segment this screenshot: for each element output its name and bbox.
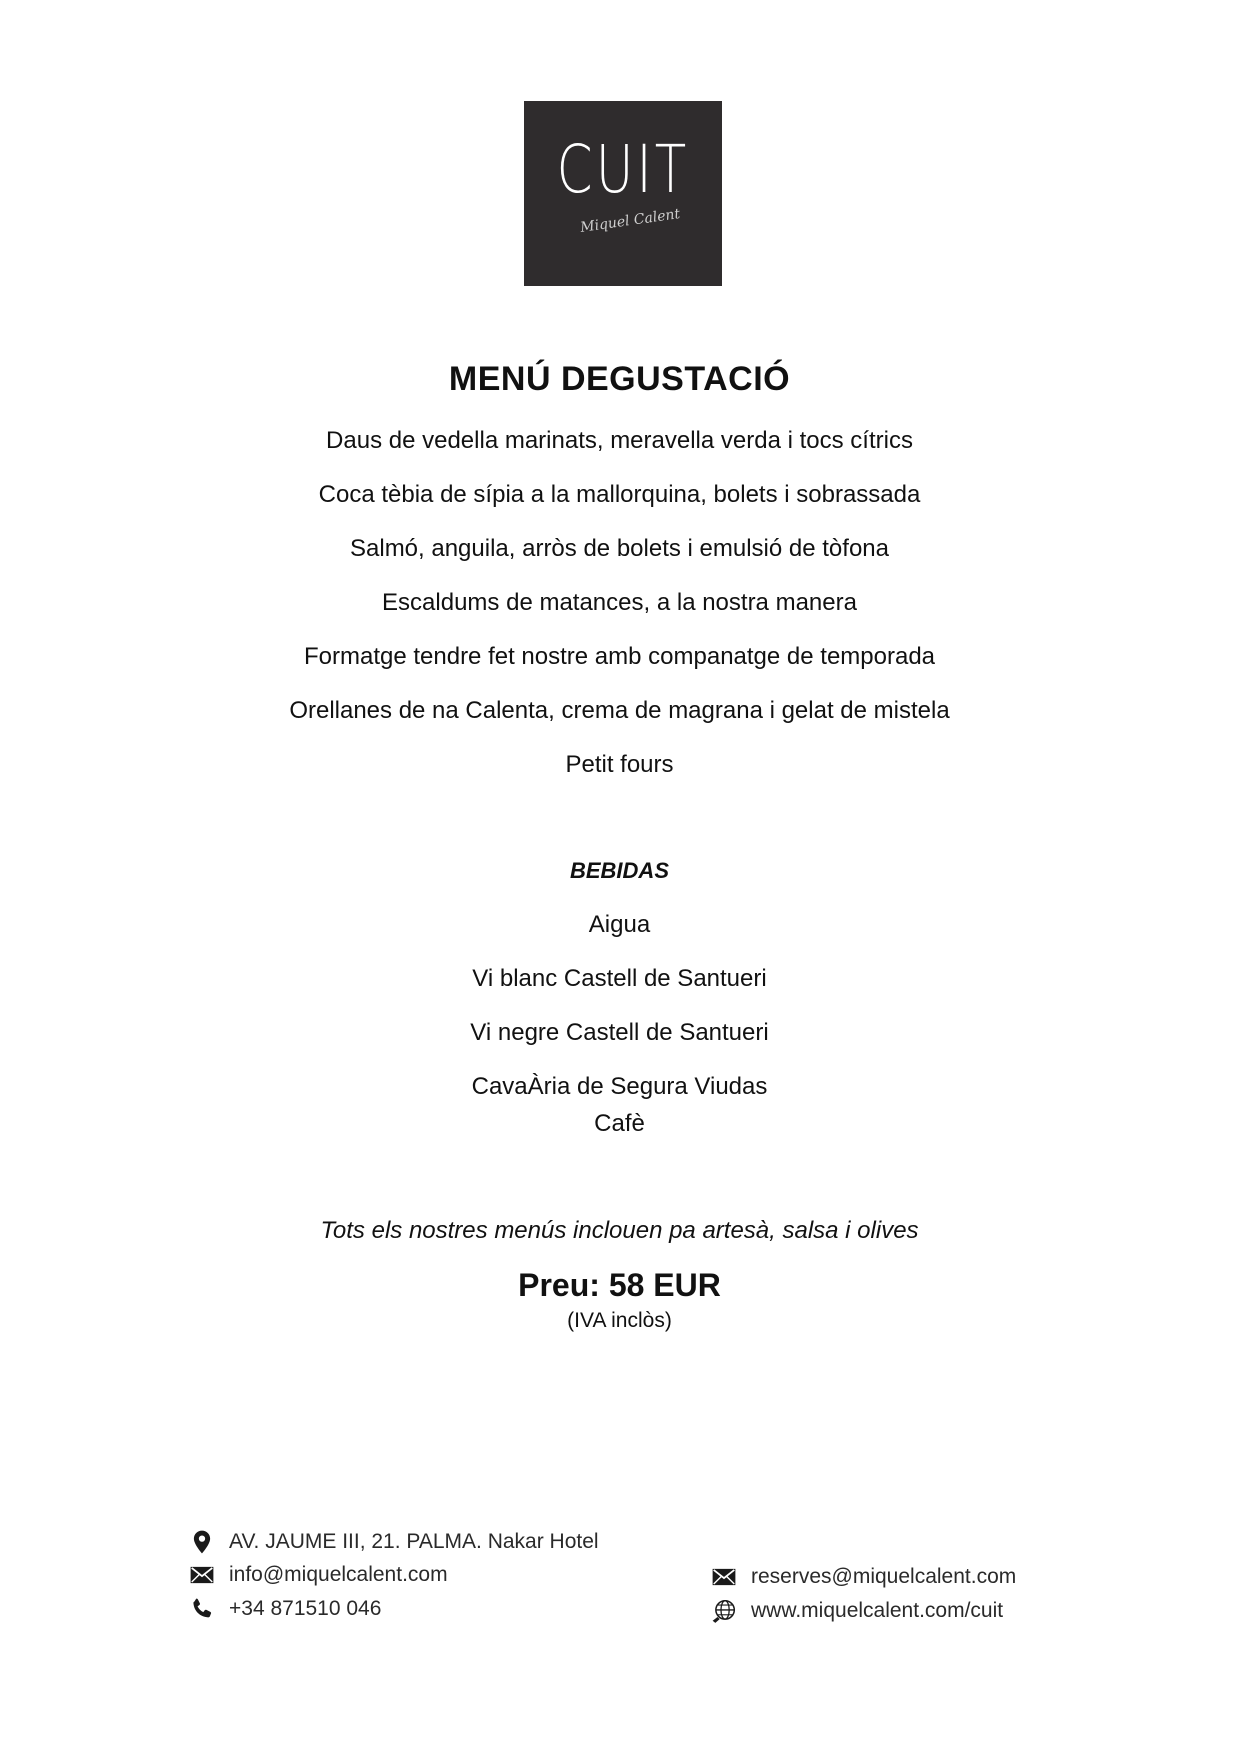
- globe-icon: [711, 1598, 737, 1624]
- contact-phone[interactable]: [189, 1594, 381, 1624]
- list-item: Aigua: [588, 911, 651, 938]
- list-item: Vi negre Castell de Santueri: [470, 1019, 769, 1046]
- vat-note: (IVA inclòs): [567, 1309, 672, 1332]
- logo-word: CUIT: [556, 131, 690, 208]
- list-item: Daus de vedella marinats, meravella verda i tocs cítrics: [326, 427, 913, 454]
- bread-note: Tots els nostres menús inclouen pa artesà, salsa i olives: [320, 1217, 919, 1244]
- list-item: Escaldums de matances, a la nostra manera: [382, 589, 857, 616]
- contact-email[interactable]: [189, 1560, 448, 1590]
- drink-list: [0, 898, 1239, 1114]
- drinks-heading: BEBIDAS: [569, 858, 669, 883]
- menu-title: MENÚ DEGUSTACIÓ: [448, 360, 791, 398]
- list-item: Coca tèbia de sípia a la mallorquina, bolets i sobrassada: [318, 481, 921, 508]
- phone-icon: [189, 1596, 215, 1622]
- location-pin-icon: [189, 1529, 215, 1555]
- dish-list: [0, 414, 1239, 792]
- drink-coffee: Cafè: [594, 1110, 645, 1137]
- logo-signature: Miquel Calent: [579, 206, 682, 236]
- reservations-email-link[interactable]: reserves@miquelcalent.com: [751, 1565, 1017, 1588]
- envelope-icon: [711, 1564, 737, 1590]
- address-text: AV. JAUME III, 21. PALMA. Nakar Hotel: [229, 1530, 599, 1553]
- list-item: Formatge tendre fet nostre amb companatge de temporada: [303, 643, 936, 670]
- phone-link[interactable]: +34 871510 046: [229, 1597, 382, 1620]
- email-link[interactable]: info@miquelcalent.com: [229, 1563, 448, 1586]
- list-item: Salmó, anguila, arròs de bolets i emulsió de tòfona: [350, 535, 889, 562]
- contact-reservations[interactable]: [711, 1562, 1016, 1592]
- envelope-icon: [189, 1562, 215, 1588]
- list-item: Petit fours: [565, 751, 674, 778]
- cuit-logo: [524, 101, 722, 286]
- list-item: Orellanes de na Calenta, crema de magrana i gelat de mistela: [289, 697, 950, 724]
- contact-address: [189, 1527, 599, 1557]
- contact-website[interactable]: [711, 1596, 1003, 1626]
- website-link[interactable]: www.miquelcalent.com/cuit: [751, 1599, 1004, 1622]
- list-item: CavaÀria de Segura Viudas: [471, 1073, 768, 1100]
- price-label: Preu: 58 EUR: [518, 1267, 721, 1303]
- list-item: Vi blanc Castell de Santueri: [472, 965, 767, 992]
